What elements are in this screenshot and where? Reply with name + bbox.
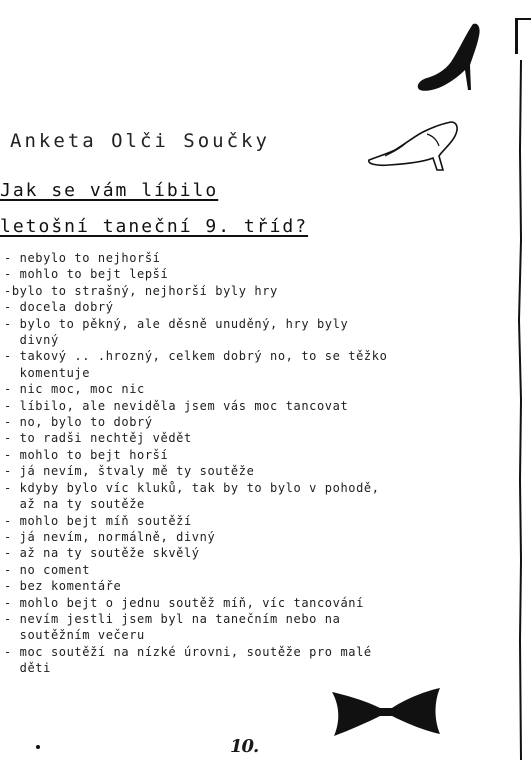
answer-item: - no, bylo to dobrý xyxy=(4,415,153,430)
answer-item: - mohlo bejt o jednu soutěž míň, víc tancování xyxy=(4,595,364,610)
survey-heading: Anketa Olči Součky xyxy=(10,130,270,152)
page-right-border xyxy=(518,60,524,760)
stray-dot xyxy=(36,745,40,749)
answer-item: - mohlo to bejt horší xyxy=(4,447,169,462)
answer-item: soutěžním večeru xyxy=(4,628,145,643)
answer-item: - mohlo bejt míň soutěží xyxy=(4,513,192,528)
answer-item: - nic moc, moc nic xyxy=(4,382,145,397)
answer-item: - já nevím, štvaly mě ty soutěže xyxy=(4,464,255,479)
answer-item: - bylo to pěkný, ale děsně unuděný, hry byly xyxy=(4,316,349,331)
answer-item: komentuje xyxy=(4,365,91,380)
answer-item: - kdyby bylo víc kluků, tak by to bylo v pohodě, xyxy=(4,480,380,495)
answer-item: - no coment xyxy=(4,562,91,577)
answer-item: - až na ty soutěže skvělý xyxy=(4,546,200,561)
answer-item: - nebylo to nejhorší xyxy=(4,251,161,265)
page-corner-mark xyxy=(515,18,531,54)
answer-item: - líbilo, ale neviděla jsem vás moc tancovat xyxy=(4,398,349,413)
survey-question-line-1: Jak se vám líbilo xyxy=(0,180,219,201)
answers-list xyxy=(4,250,504,677)
answer-item: -bylo to strašný, nejhorší byly hry xyxy=(4,283,278,298)
answer-item: - mohlo to bejt lepší xyxy=(4,267,169,282)
answer-item: - nevím jestli jsem byl na tanečním nebo na xyxy=(4,611,341,626)
answer-item: - já nevím, normálně, divný xyxy=(4,529,216,544)
answer-item: - takový .. .hrozný, celkem dobrý no, to se těžko xyxy=(4,349,388,364)
answer-item: - bez komentáře xyxy=(4,579,122,594)
answer-item: až na ty soutěže xyxy=(4,497,145,512)
answer-item: - docela dobrý xyxy=(4,300,114,315)
outline-high-heel-icon xyxy=(365,120,465,175)
survey-question-line-2: letošní taneční 9. tříd? xyxy=(0,216,309,237)
answer-item: děti xyxy=(4,661,51,676)
answer-item: divný xyxy=(4,333,59,348)
answer-item: - moc soutěží na nízké úrovni, soutěže pro malé xyxy=(4,644,372,659)
page-number: 10. xyxy=(230,736,259,757)
answer-item: - to radši nechtěj vědět xyxy=(4,431,192,446)
bow-tie-icon xyxy=(330,686,442,738)
black-high-heel-icon xyxy=(415,20,485,95)
